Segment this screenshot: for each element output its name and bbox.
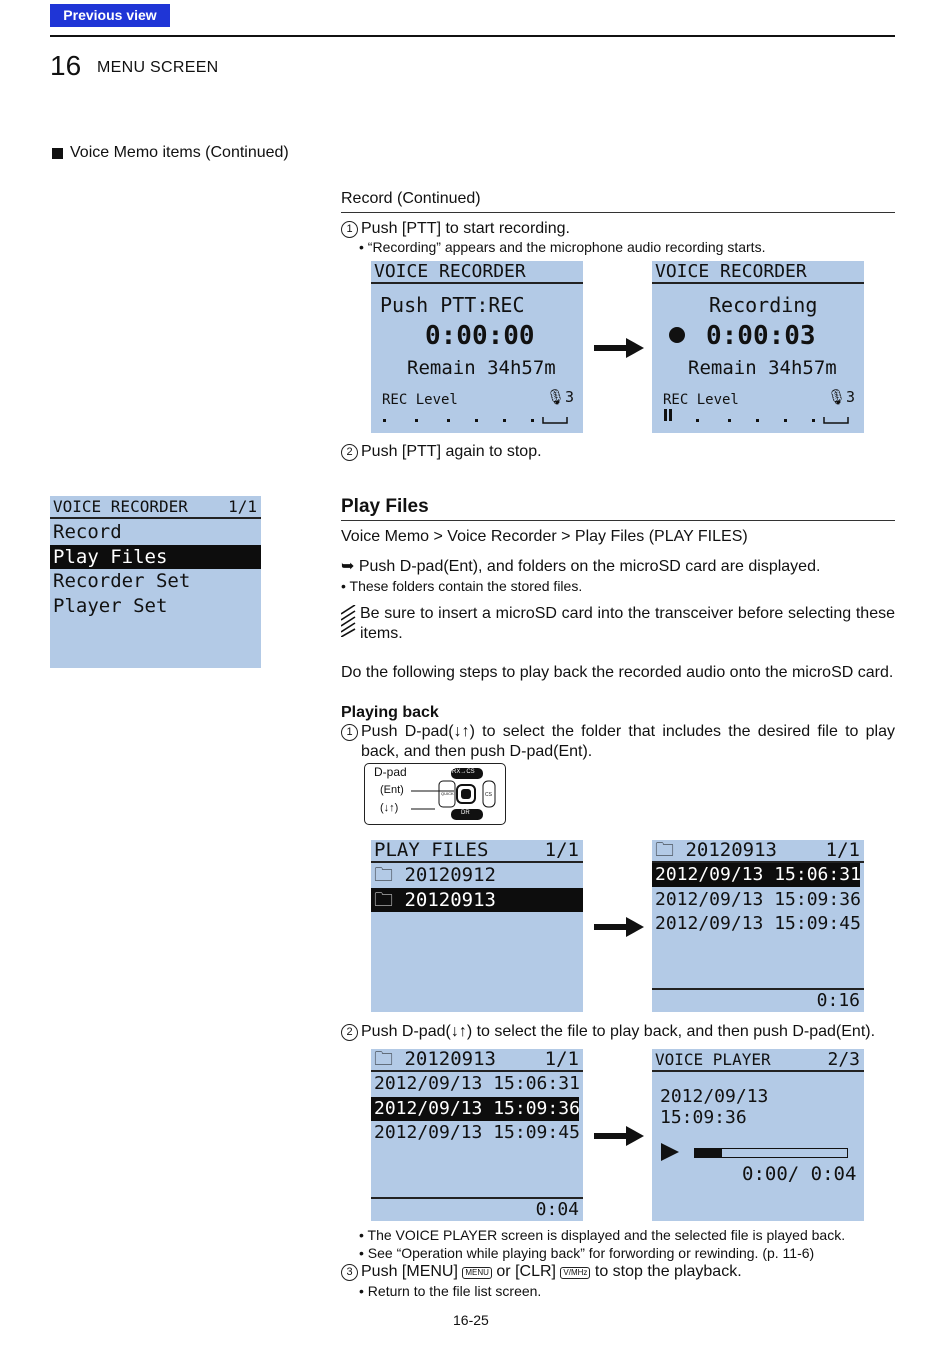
dpad-updown-label: (↓↑) [380,802,399,814]
record-step-1-note: • “Recording” appears and the microphone audio recording starts. [359,239,766,255]
caution-icon [341,605,357,637]
folder-item[interactable]: 🗀 20120912 [374,864,496,886]
record-step-2: 2 Push [PTT] again to stop. [341,442,542,462]
record-step-1: 1 Push [PTT] to start recording. [341,219,570,239]
file-item[interactable]: 2012/09/13 15:09:36 [371,1097,579,1121]
menu-path: Voice Memo > Voice Recorder > Play Files (PLAY FILES) [341,528,748,545]
file-item[interactable]: 2012/09/13 15:09:36 [655,889,861,910]
lcd-recorder-ready [371,261,583,433]
file-item[interactable]: 2012/09/13 15:06:31 [374,1073,580,1094]
lcd-file-list [652,840,864,1012]
menu-item-recorder-set[interactable]: Recorder Set [53,570,191,592]
lcd-title: VOICE RECORDER 1/1 [50,496,261,519]
dpad-illustration [364,763,506,825]
square-bullet-icon [52,148,63,159]
record-dot-icon [669,327,685,343]
lcd-play-files-folders [371,840,583,1012]
step-number-icon: 1 [341,724,358,741]
page-number: 16-25 [453,1312,489,1328]
play-files-heading: Play Files [341,496,429,517]
lcd-title: 🗀 20120913 1/1 [652,840,864,863]
lcd-title: PLAY FILES 1/1 [371,840,583,863]
lcd-file-list-selected [371,1049,583,1221]
folder-item[interactable]: 🗀 20120913 [371,888,583,912]
lcd-rec-level: REC Level [382,392,458,408]
lcd-title: VOICE RECORDER [652,261,864,284]
subhead-rule [341,212,895,213]
record-subhead: Record (Continued) [341,190,481,207]
step-number-icon: 2 [341,444,358,461]
player-time: 0:00/ 0:04 [742,1163,857,1185]
lcd-time: 0:00:00 [425,321,535,351]
lcd-remain: Remain 34h57m [688,357,837,379]
lcd-title: VOICE PLAYER 2/3 [652,1049,864,1072]
heading-rule [341,520,895,521]
chapter-title: MENU SCREEN [97,59,219,76]
menu-item-player-set[interactable]: Player Set [53,595,168,617]
playback-step-2: 2 Push D-pad(↓↑) to select the file to play back, and then push D-pad(Ent). [341,1022,875,1042]
menu-key-icon: MENU [462,1267,492,1279]
dpad-key-left: QUICK [441,791,454,796]
playback-step-1: 1 Push D-pad(↓↑) to select the folder that includes the desired file to play back, and then push D-pad(Ent). [341,722,895,762]
step-number-icon: 2 [341,1024,358,1041]
microphone-icon: 🎙3 [827,388,856,406]
playing-back-label: Playing back [341,704,439,721]
lcd-time: 0:00:03 [706,321,816,351]
lcd-voice-player [652,1049,864,1221]
microphone-icon: 🎙3 [546,388,575,406]
lcd-remain: Remain 34h57m [407,357,556,379]
section-heading [52,144,289,162]
lcd-status: Recording [709,293,818,317]
player-note-a: • The VOICE PLAYER screen is displayed and the selected file is played back. [359,1227,846,1243]
level-meter [660,407,860,425]
chapter-number: 16 [50,50,82,81]
section-title: Voice Memo items (Continued) [70,144,289,161]
play-enter-note: • These folders contain the stored files. [341,578,583,594]
lcd-title: 🗀 20120913 1/1 [371,1049,583,1072]
lcd-status: Push PTT:REC [380,293,525,317]
step-number-icon: 3 [341,1264,358,1281]
caution-text: Be sure to insert a microSD card into the transceiver before selecting these items. [360,605,895,642]
playback-intro: Do the following steps to play back the recorded audio onto the microSD card. [341,664,894,681]
lcd-voice-recorder-menu [50,496,261,668]
level-meter [379,411,579,425]
play-icon [661,1143,681,1161]
file-item[interactable]: 2012/09/13 15:09:45 [374,1122,580,1143]
lcd-footer-time: 0:16 [652,988,864,1012]
file-item[interactable]: 2012/09/13 15:06:31 [652,863,860,887]
arrow-bullet-icon: ➥ [341,558,355,575]
dpad-key-top: RX→CS [452,769,475,775]
menu-item-record[interactable]: Record [53,521,122,543]
dpad-label: D-pad [374,765,407,779]
play-enter-step: ➥ Push D-pad(Ent), and folders on the microSD card are displayed. [341,558,821,575]
player-note-b: • See “Operation while playing back” for forwording or rewinding. (p. 11-6) [359,1245,815,1261]
header-rule [50,35,895,37]
playback-progress-fill [695,1149,722,1157]
lcd-title: VOICE RECORDER [371,261,583,284]
lcd-footer-time: 0:04 [371,1197,583,1221]
previous-view-button[interactable]: Previous view [50,4,170,27]
right-arrow-icon [594,338,644,358]
clr-key-icon: V/MHz [560,1267,590,1279]
right-arrow-icon [594,1126,644,1146]
step-number-icon: 1 [341,221,358,238]
menu-item-play-files[interactable]: Play Files [50,545,261,569]
dpad-key-right: CS [485,792,492,798]
lcd-recorder-recording [652,261,864,433]
playback-progress-bar [694,1148,848,1158]
right-arrow-icon [594,917,644,937]
dpad-key-bottom: DR [461,810,470,816]
step-3-note: • Return to the file list screen. [359,1283,542,1299]
playback-step-3: 3 Push [MENU] MENU or [CLR] V/MHz to stop the playback. [341,1262,742,1282]
player-file-name: 2012/09/13 15:09:36 [660,1086,769,1128]
file-item[interactable]: 2012/09/13 15:09:45 [655,913,861,934]
dpad-ent-label: (Ent) [380,784,404,796]
lcd-rec-level: REC Level [663,392,739,408]
